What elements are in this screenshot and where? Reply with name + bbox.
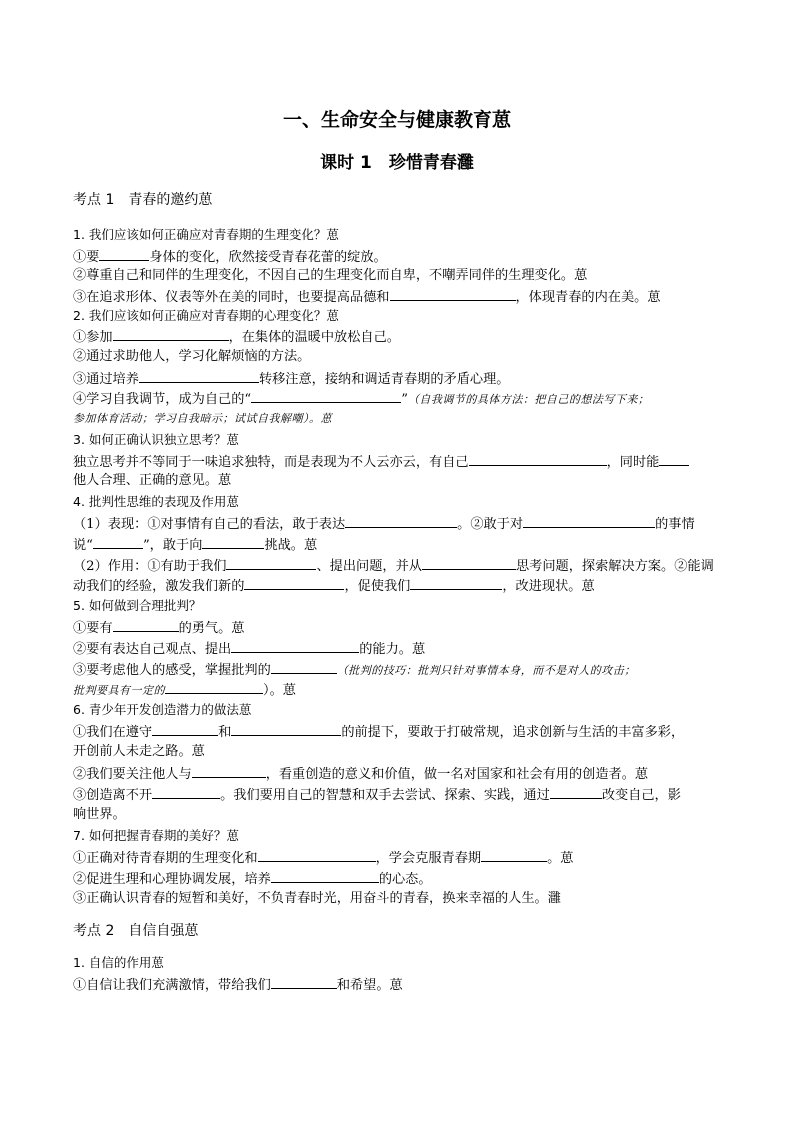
text: ③在追求形体、仪表等外在美的同时，也要提高品德和 bbox=[73, 290, 390, 305]
blank-line[interactable] bbox=[410, 576, 502, 590]
question-5-item-1 bbox=[73, 618, 733, 638]
text: ①参加 bbox=[73, 330, 113, 345]
question-1-item-3 bbox=[73, 287, 733, 307]
text: 。葸 bbox=[547, 851, 574, 866]
blank-line[interactable] bbox=[231, 639, 359, 653]
question-2: 2. 我们应该如何正确应对青春期的心理变化？葸 bbox=[73, 308, 339, 323]
text: ）。葸 bbox=[263, 683, 296, 698]
text: 挑战。葸 bbox=[264, 538, 318, 553]
question-5-item-3 bbox=[73, 660, 733, 680]
blank-line[interactable] bbox=[481, 848, 547, 862]
question-6-item-1 bbox=[73, 722, 733, 742]
blank-line[interactable] bbox=[165, 680, 263, 694]
text: ②我们要关注他人与 bbox=[73, 767, 192, 782]
text: ③通过培养 bbox=[73, 372, 139, 387]
text: ” bbox=[401, 392, 408, 407]
text: 。②敢于对 bbox=[457, 517, 524, 532]
text: ，看重创造的意义和价值，做一名对国家和社会有用的创造者。葸 bbox=[265, 767, 649, 782]
blank-line[interactable] bbox=[523, 514, 655, 528]
question-6-item-4 bbox=[73, 785, 733, 805]
text: ，同时能 bbox=[606, 455, 660, 470]
text: ，体现青春的内在美。葸 bbox=[515, 290, 661, 305]
question-4-item-2 bbox=[73, 535, 733, 555]
question-4-item-4 bbox=[73, 576, 733, 596]
question-5: 5. 如何做到合理批判？ bbox=[73, 598, 202, 613]
blank-line[interactable] bbox=[202, 535, 264, 549]
text: 的能力。葸 bbox=[359, 642, 426, 657]
blank-line[interactable] bbox=[93, 535, 143, 549]
text: 动我们的经验，激发我们新的 bbox=[73, 579, 245, 594]
question-1: 1. 我们应该如何正确应对青春期的生理变化？葸 bbox=[73, 227, 339, 242]
question-2-1: 1. 自信的作用葸 bbox=[73, 955, 164, 970]
question-1-item-2: ②尊重自己和同伴的生理变化，不因自己的生理变化而自卑，不嘲弄同伴的生理变化。葸 bbox=[73, 268, 588, 283]
question-4: 4. 批判性思维的表现及作用葸 bbox=[73, 494, 239, 509]
text: ④学习自我调节，成为自己的“ bbox=[73, 392, 252, 407]
blank-line[interactable] bbox=[422, 556, 516, 570]
question-6-item-3 bbox=[73, 764, 733, 784]
blank-line[interactable] bbox=[113, 618, 179, 632]
question-2-item-1 bbox=[73, 327, 733, 347]
question-7-item-2 bbox=[73, 869, 733, 889]
text: 的勇气。葸 bbox=[178, 621, 245, 636]
question-6: 6. 青少年开发创造潜力的做法葸 bbox=[73, 702, 252, 717]
text: （1）表现：①对事情有自己的看法，敢于表达 bbox=[73, 517, 346, 532]
question-2-item-3 bbox=[73, 369, 733, 389]
text: 改变自己，影 bbox=[601, 788, 681, 803]
blank-line[interactable] bbox=[113, 327, 229, 341]
blank-line[interactable] bbox=[659, 452, 689, 466]
question-2-item-4 bbox=[73, 389, 733, 409]
text: 思考问题，探索解决方案。②能调 bbox=[515, 559, 714, 574]
question-5-item-2 bbox=[73, 639, 733, 659]
blank-line[interactable] bbox=[192, 764, 266, 778]
question-7-item-1 bbox=[73, 848, 733, 868]
question-4-item-3 bbox=[73, 556, 733, 576]
section-heading-2: 考点 2 自信自强葸 bbox=[73, 923, 199, 939]
question-2-item-2: ②通过求助他人，学习化解烦恼的方法。 bbox=[73, 349, 311, 364]
text: 、提出问题，并从 bbox=[316, 559, 422, 574]
text: 的心态。 bbox=[378, 872, 432, 887]
blank-line[interactable] bbox=[469, 452, 607, 466]
text: ，学会克服青春期 bbox=[375, 851, 482, 866]
question-7-item-3: ③正确认识青春的短暂和美好，不负青春时光，用奋斗的青春，换来幸福的人生。灉 bbox=[73, 891, 561, 906]
blank-line[interactable] bbox=[258, 848, 376, 862]
blank-line[interactable] bbox=[99, 247, 149, 261]
blank-line[interactable] bbox=[271, 869, 379, 883]
note: 批判要具有一定的 bbox=[73, 684, 165, 697]
blank-line[interactable] bbox=[390, 287, 516, 301]
text: 的前提下，要敢于打破常规，追求创新与生活的丰富多彩， bbox=[341, 725, 685, 740]
blank-line[interactable] bbox=[271, 975, 337, 989]
section-heading-1: 考点 1 青春的邀约葸 bbox=[73, 192, 213, 208]
text: ①正确对待青春期的生理变化和 bbox=[73, 851, 258, 866]
text: 身体的变化，欣然接受青春花蕾的绽放。 bbox=[149, 250, 387, 265]
text: ②促进生理和心理协调发展，培养 bbox=[73, 872, 271, 887]
blank-line[interactable] bbox=[152, 722, 218, 736]
blank-line[interactable] bbox=[226, 556, 316, 570]
question-1-item-1 bbox=[73, 247, 733, 267]
question-7: 7. 如何把握青春期的美好？葸 bbox=[73, 828, 239, 843]
blank-line[interactable] bbox=[139, 369, 259, 383]
question-3-item-1 bbox=[73, 452, 733, 472]
note: （批判的技巧：批判只针对事情本身，而不是对人的攻击； bbox=[336, 664, 636, 677]
text: ③要考虑他人的感受，掌握批判的 bbox=[73, 663, 271, 678]
text: （2）作用：①有助于我们 bbox=[73, 559, 227, 574]
blank-line[interactable] bbox=[271, 660, 337, 674]
blank-line[interactable] bbox=[231, 722, 341, 736]
text: ，促使我们 bbox=[344, 579, 411, 594]
text: ”，敢于向 bbox=[142, 538, 203, 553]
question-4-item-1 bbox=[73, 514, 733, 534]
text: ，改进现状。葸 bbox=[502, 579, 595, 594]
blank-line[interactable] bbox=[550, 785, 602, 799]
text: 转移注意，接纳和调适青春期的矛盾心理。 bbox=[258, 372, 510, 387]
text: 和希望。葸 bbox=[336, 978, 403, 993]
page-title: 一、生命安全与健康教育葸 bbox=[282, 109, 511, 131]
text: 。我们要用自己的智慧和双手去尝试、探索、实践，通过 bbox=[220, 788, 550, 803]
question-6-item-5: 响世界。 bbox=[73, 807, 126, 822]
text: ①自信让我们充满激情，带给我们 bbox=[73, 978, 271, 993]
text: ③创造离不开 bbox=[73, 788, 153, 803]
question-6-item-2: 开创前人未走之路。葸 bbox=[73, 744, 205, 759]
lesson-title: 课时 1 珍惜青春灉 bbox=[320, 153, 474, 173]
text: ①要 bbox=[73, 250, 100, 265]
text: 和 bbox=[218, 725, 232, 740]
question-3-item-2: 他人合理、正确的意见。葸 bbox=[73, 473, 232, 488]
text: 独立思考并不等同于一味追求独特，而是表现为不人云亦云，有自己 bbox=[73, 455, 469, 470]
text: ①我们在遵守 bbox=[73, 725, 153, 740]
question-2-1-item-1 bbox=[73, 975, 733, 995]
text: ，在集体的温暖中放松自己。 bbox=[228, 330, 400, 345]
question-2-note: 参加体育活动；学习自我暗示；试试自我解嘲）。葸 bbox=[73, 412, 332, 425]
text: ②要有表达自己观点、提出 bbox=[73, 642, 232, 657]
note: （自我调节的具体方法：把自己的想法写下来； bbox=[407, 393, 650, 406]
question-3: 3. 如何正确认识独立思考？葸 bbox=[73, 432, 239, 447]
text: 说“ bbox=[73, 538, 93, 553]
blank-line[interactable] bbox=[244, 576, 344, 590]
blank-line[interactable] bbox=[251, 389, 401, 403]
text: ①要有 bbox=[73, 621, 113, 636]
text: 的事情 bbox=[655, 517, 695, 532]
question-5-item-4 bbox=[73, 680, 733, 700]
blank-line[interactable] bbox=[152, 785, 220, 799]
blank-line[interactable] bbox=[345, 514, 457, 528]
